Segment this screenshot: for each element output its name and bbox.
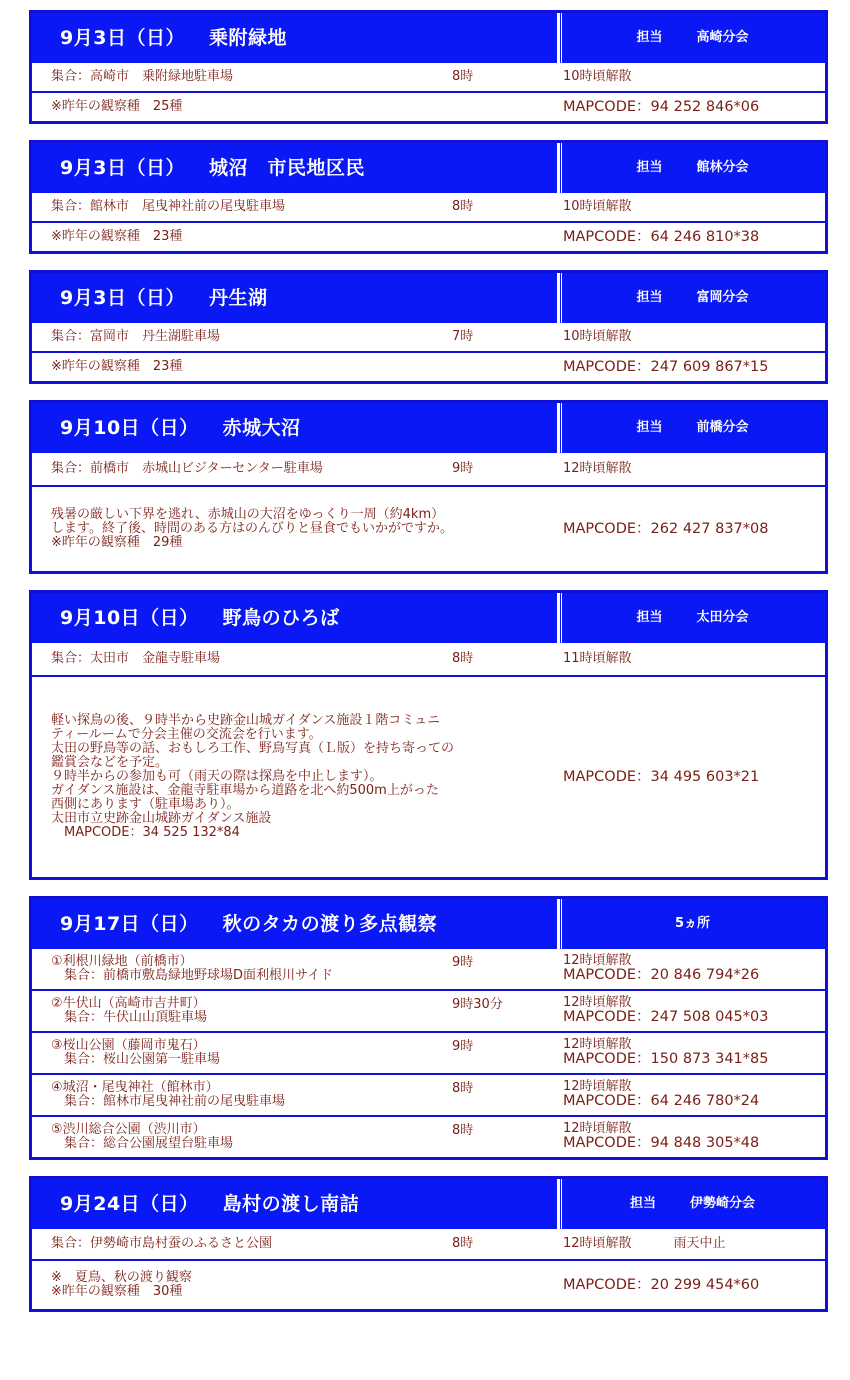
organizer-label: 担当 [636,290,663,305]
start-time: 8時 [452,69,474,84]
event-card [29,140,828,254]
event-details [51,461,323,477]
detail-line: 集合：牛伏山山頂駐車場 [51,1010,208,1025]
event-details [51,1123,233,1151]
event-details [51,1271,192,1299]
mapcode: MAPCODE：94 848 305*48 [563,1135,760,1151]
detail-line: 集合：桜山公園第一駐車場 [51,1052,221,1067]
mapcode: MAPCODE：64 246 810*38 [563,229,760,245]
end-info [563,69,632,85]
end-info [563,1236,726,1252]
event-details [51,99,182,115]
event-title [60,13,287,63]
event-details [51,1236,272,1252]
end-info [563,1277,759,1293]
dismissal-time: 12時頃解散 [563,1079,632,1094]
event-row [32,1115,825,1157]
mapcode: MAPCODE：20 299 454*60 [563,1277,760,1293]
detail-line: 集合：前橋市敷島緑地野球場D面利根川サイド [51,968,334,983]
organizer-name: 前橋分会 [696,420,749,435]
event-header [32,593,825,643]
start-time: 8時 [452,1236,474,1251]
event-date: 9月3日（日） [60,157,185,179]
event-details [51,955,333,983]
detail-line: ⑤渋川総合公園（渋川市） [51,1122,206,1137]
event-card [29,590,828,880]
detail-line: ※昨年の観察種 30種 [51,1284,183,1299]
event-card [29,896,828,1160]
event-row [32,91,825,121]
detail-line: 集合：高崎市 乗附緑地駐車場 [51,69,234,84]
end-info [563,199,632,215]
detail-line: 集合：伊勢崎市島村蚕のふるさと公園 [51,1236,273,1251]
organizer-label: 担当 [636,160,663,175]
event-location: 乗附緑地 [208,27,287,49]
event-date: 9月10日（日） [60,607,199,629]
event-location: 秋のタカの渡り多点観察 [222,913,438,935]
start-time: 7時 [452,329,474,344]
dismissal-time: 12時頃解散 [563,1236,632,1251]
organizer-name: 5ヵ所 [674,916,711,931]
event-row [32,1073,825,1115]
event-row [32,949,825,989]
event-details [51,199,285,215]
organizer-label: 担当 [636,610,663,625]
event-organizer [560,593,825,643]
start-time: 9時 [452,955,474,970]
event-row [32,221,825,251]
event-location: 丹生湖 [208,287,268,309]
event-details [51,508,453,550]
organizer-label: 担当 [636,30,663,45]
event-row [32,193,825,221]
event-header [32,143,825,193]
organizer-name: 太田分会 [696,610,749,625]
event-row [32,1259,825,1309]
dismissal-time: 12時頃解散 [563,1121,632,1136]
end-info [563,329,632,345]
event-organizer [560,13,825,63]
detail-line: 集合：太田市 金龍寺駐車場 [51,651,221,666]
organizer-name: 高崎分会 [696,30,749,45]
detail-line: 太田市立史跡金山城跡ガイダンス施設 [51,811,272,826]
event-row [32,1229,825,1259]
detail-line: ティールームで分会主催の交流会を行います。 [51,727,322,742]
event-date: 9月10日（日） [60,417,199,439]
detail-line: ③桜山公園（藤岡市鬼石） [51,1038,206,1053]
detail-line: 集合：館林市尾曳神社前の尾曳駐車場 [51,1094,286,1109]
event-title [60,403,301,453]
start-time: 9時30分 [452,997,503,1012]
organizer-label: 担当 [636,420,663,435]
event-date: 9月17日（日） [60,913,199,935]
event-organizer [560,403,825,453]
event-location: 赤城大沼 [222,417,301,439]
start-time: 8時 [452,199,474,214]
end-info [563,229,759,245]
detail-line: 集合：前橋市 赤城山ビジターセンター駐車場 [51,461,323,476]
end-info [563,359,769,375]
end-info [563,769,759,785]
detail-line: 鑑賞会などを予定。 [51,755,169,770]
dismissal-time: 12時頃解散 [563,995,632,1010]
event-organizer [560,1179,825,1229]
event-header [32,1179,825,1229]
dismissal-time: 12時頃解散 [563,1037,632,1052]
detail-line: ガイダンス施設は、金龍寺駐車場から道路を北へ約500m上がった [51,783,439,798]
dismissal-time: 11時頃解散 [563,651,632,666]
event-card [29,1176,828,1312]
end-info [563,521,769,537]
mapcode: MAPCODE：247 609 867*15 [563,359,769,375]
event-row [32,453,825,485]
start-time: 8時 [452,1123,474,1138]
organizer-name: 富岡分会 [696,290,749,305]
organizer-name: 伊勢崎分会 [690,1196,756,1211]
mapcode: MAPCODE：94 252 846*06 [563,99,760,115]
end-info [563,1079,759,1109]
detail-line: 集合：館林市 尾曳神社前の尾曳駐車場 [51,199,286,214]
start-time: 8時 [452,1081,474,1096]
event-location: 島村の渡し南詰 [222,1193,360,1215]
detail-line: 太田の野鳥等の話、おもしろ工作、野鳥写真（Ｌ版）を持ち寄っての [51,741,455,756]
organizer-name: 館林分会 [696,160,749,175]
event-card [29,10,828,124]
detail-line: ※昨年の観察種 25種 [51,99,183,114]
detail-line: します。終了後、時間のある方はのんびりと昼食でもいかがですか。 [51,521,453,536]
event-details [51,229,182,245]
event-row [32,675,825,877]
event-details [51,997,207,1025]
event-location: 城沼 市民地区民 [208,157,365,179]
detail-line: 集合：富岡市 丹生湖駐車場 [51,329,221,344]
detail-line: ※昨年の観察種 23種 [51,229,183,244]
mapcode: MAPCODE：150 873 341*85 [563,1051,769,1067]
detail-line: ９時半からの参加も可（雨天の際は探鳥を中止します）。 [51,769,383,784]
start-time: 9時 [452,461,474,476]
dismissal-time: 12時頃解散 [563,953,632,968]
dismissal-time: 10時頃解散 [563,69,632,84]
mapcode: MAPCODE：247 508 045*03 [563,1009,769,1025]
detail-line: ④城沼・尾曳神社（館林市） [51,1080,219,1095]
rain-note: 雨天中止 [673,1236,726,1251]
end-info [563,1121,759,1151]
end-info [563,651,632,667]
event-date: 9月24日（日） [60,1193,199,1215]
event-organizer [560,899,825,949]
start-time: 9時 [452,1039,474,1054]
event-card [29,400,828,574]
event-details [51,329,220,345]
event-row [32,643,825,675]
detail-line: 西側にあります（駐車場あり）。 [51,797,240,812]
event-row [32,63,825,91]
mapcode: MAPCODE：262 427 837*08 [563,521,769,537]
event-details [51,359,182,375]
event-header [32,899,825,949]
event-details [51,1081,285,1109]
event-header [32,403,825,453]
event-title [60,143,365,193]
event-details [51,651,220,667]
event-organizer [560,143,825,193]
dismissal-line [563,1236,726,1252]
detail-line: 軽い探鳥の後、９時半から史跡金山城ガイダンス施設１階コミュニ [51,713,441,728]
dismissal-time: 10時頃解散 [563,199,632,214]
event-row [32,323,825,351]
start-time: 8時 [452,651,474,666]
detail-line: 集合：総合公園展望台駐車場 [51,1136,234,1151]
end-info [563,953,759,983]
organizer-label: 担当 [629,1196,656,1211]
end-info [563,461,632,477]
event-row [32,485,825,571]
event-title [60,899,437,949]
detail-line: ②牛伏山（高崎市吉井町） [51,996,206,1011]
event-row [32,1031,825,1073]
event-date: 9月3日（日） [60,287,185,309]
event-title [60,593,340,643]
event-header [32,273,825,323]
event-title [60,1179,359,1229]
mapcode: MAPCODE：20 846 794*26 [563,967,760,983]
event-details [51,714,454,840]
event-header [32,13,825,63]
detail-line: ※ 夏鳥、秋の渡り観察 [51,1270,192,1285]
dismissal-time: 10時頃解散 [563,329,632,344]
event-row [32,989,825,1031]
event-date: 9月3日（日） [60,27,185,49]
event-organizer [560,273,825,323]
detail-line: MAPCODE：34 525 132*84 [51,825,240,840]
event-details [51,69,233,85]
event-details [51,1039,220,1067]
event-location: 野鳥のひろば [222,607,340,629]
event-row [32,351,825,381]
event-list [29,10,828,1328]
detail-line: ※昨年の観察種 23種 [51,359,183,374]
mapcode: MAPCODE：34 495 603*21 [563,769,760,785]
event-title [60,273,267,323]
event-card [29,270,828,384]
end-info [563,995,769,1025]
detail-line: ※昨年の観察種 29種 [51,535,183,550]
end-info [563,99,759,115]
dismissal-time: 12時頃解散 [563,461,632,476]
mapcode: MAPCODE：64 246 780*24 [563,1093,760,1109]
end-info [563,1037,769,1067]
detail-line: ①利根川緑地（前橋市） [51,954,193,969]
detail-line: 残暑の厳しい下界を逃れ、赤城山の大沼をゆっくり一周（約4km） [51,507,445,522]
